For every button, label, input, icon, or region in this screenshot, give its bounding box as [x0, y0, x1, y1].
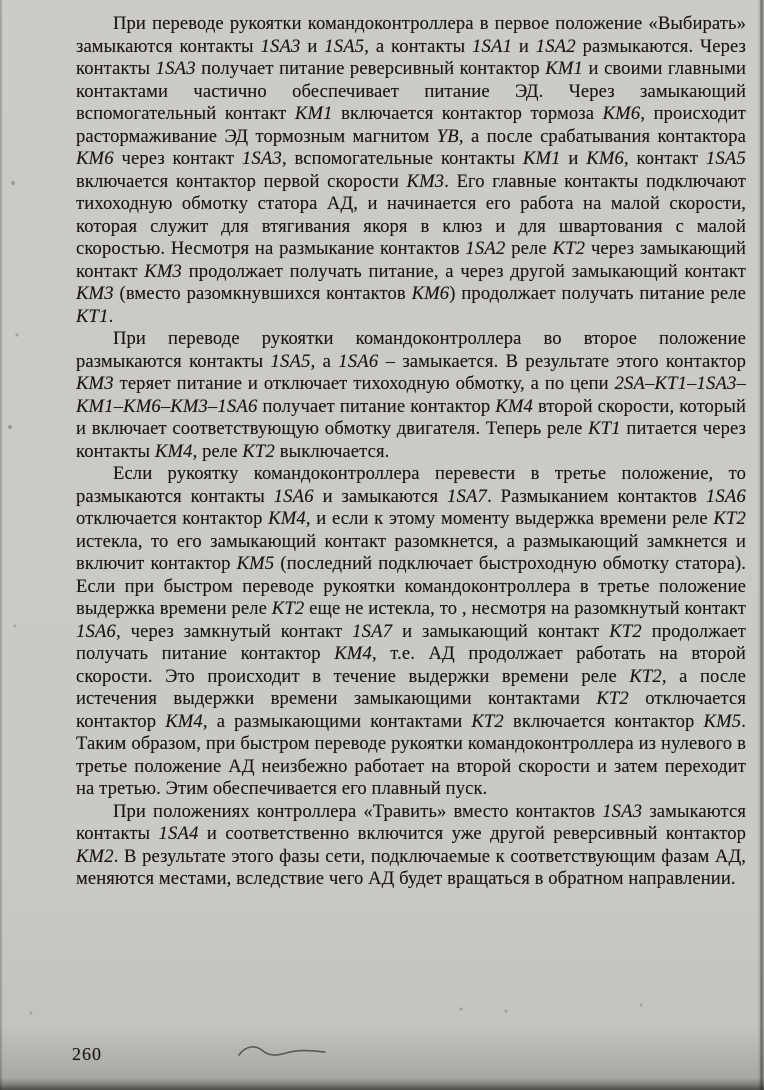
paragraph-1: При переводе рукоятки командоконтроллера в первое положение «Выбирать» замыкаются контакты 1SA3 и 1SA5, а контакты 1SA1 и 1SA2 размыкаются. Через контакты 1SA3 получает питание реверсивный контактор КМ1 и своими главными контактами частично обеспечивает питание ЭД. Через замыкающий вспомогательный контакт КМ1 включается контактор тормоза КМ6, происходит растормаживание ЭД тормозным магнитом YB, а после срабатывания контактора КМ6 через контакт 1SA3, вспомогательные контакты КМ1 и КМ6, контакт 1SA5 включается контактор первой скорости КМ3. Его главные контакты подключают тихоходную обмотку статора АД, и начинается его работа на малой скорости, которая служит для втягивания якоря в клюз и для швартования с малой скоростью. Несмотря на размыкание контактов 1SA2 реле КТ2 через замыкающий контакт КМ3 продолжает получать питание, а через другой замыкающий контакт КМ3 (вместо разомкнувшихся контактов КМ6) продолжает получать питание реле КТ1. — [76, 13, 746, 327]
paragraph-4: При положениях контроллера «Травить» вместо контактов 1SA3 замыкаются контакты 1SA4 и соответственно включится уже другой реверсивный контактор КМ2. В результате этого фазы сети, подключаемые к соответствующим фазам АД, меняются местами, вследствие чего АД будет вращаться в обратном направлении. — [76, 800, 746, 889]
paragraph-3: Если рукоятку командоконтроллера перевести в третье положение, то размыкаются контакты 1SA6 и замыкаются 1SA7. Размыканием контактов 1SA6 отключается контактор КМ4, и если к этому моменту выдержка времени реле КТ2 истекла, то его замыкающий контакт разомкнется, а размыкающий замкнется и включит контактор КМ5 (последний подключает быстроходную обмотку статора). Если при быстром переводе рукоятки командоконтроллера в третье положение выдержка времени реле КТ2 еще не истекла, то , несмотря на разомкнутый контакт 1SA6, через замкнутый контакт 1SA7 и замыкающий контакт КТ2 продолжает получать питание контактор КМ4, т.е. АД продолжает работать на второй скорости. Это происходит в течение выдержки времени реле КТ2, а после истечения выдержки времени замыкающими контактами КТ2 отключается контактор КМ4, а размыкающими контактами КТ2 включается контактор КМ5. Таким образом, при быстром переводе рукоятки командоконтроллера из нулевого в третье положение АД неизбежно работает на второй скорости и затем переходит на третью. Этим обеспечивается его плавный пуск. — [76, 463, 746, 799]
scan-edge-right — [757, 0, 764, 1090]
page-number: 260 — [72, 1044, 102, 1064]
paragraph-2: При переводе рукоятки командоконтроллера во второе положение размыкаются контакты 1SA5, а 1SA6 – замыкается. В результате этого контактор КМ3 теряет питание и отключает тихоходную обмотку, а по цепи 2SA–КТ1–1SA3–КМ1–КМ6–КМ3–1SA6 получает питание контактор КМ4 второй скорости, который и включает соответствующую обмотку двигателя. Теперь реле КТ1 питается через контакты КМ4, реле КТ2 выключается. — [76, 328, 746, 462]
text-block — [76, 13, 746, 1043]
scan-edge-left — [0, 0, 3, 1090]
scan-edge-bottom — [0, 1078, 764, 1090]
handwritten-squiggle-mark — [236, 1040, 328, 1064]
